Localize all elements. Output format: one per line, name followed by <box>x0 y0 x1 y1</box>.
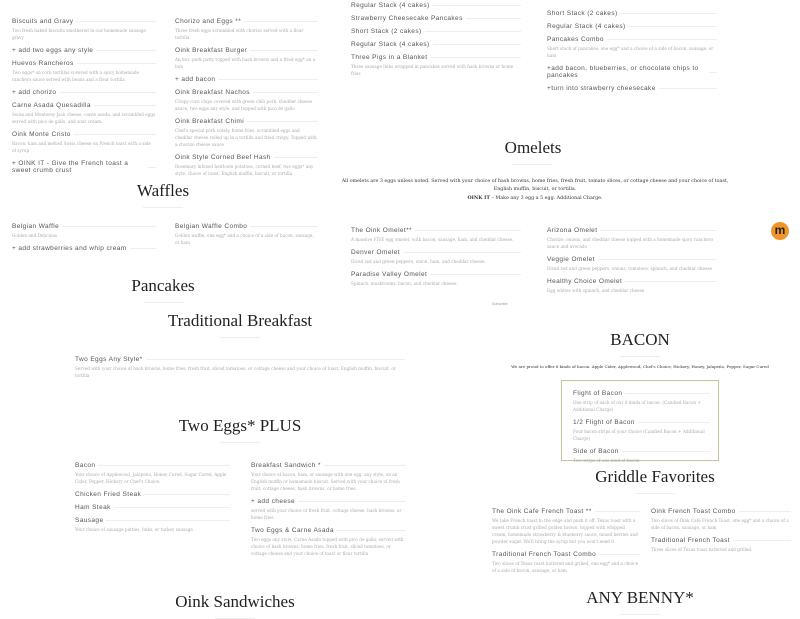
menu-item-header <box>547 65 717 79</box>
menu-item <box>75 504 230 511</box>
heading-waffles: Waffles <box>137 181 189 208</box>
menu-item-description: Two slices of Oink Cafe French Toast, one egg* and a choice of a side of bacon, sausage, or ham <box>651 518 789 530</box>
menu-item-name: Bacon <box>75 462 96 469</box>
menu-item-header <box>651 508 791 515</box>
divider <box>415 230 521 231</box>
menu-item-header <box>351 2 521 9</box>
divider <box>425 31 521 32</box>
oink-it-text: – Make any 3 egg a 5 egg. Additional Charge. <box>489 196 603 201</box>
menu-item-name: Regular Stack (4 cakes) <box>547 23 626 30</box>
menu-item-header <box>175 89 318 96</box>
menu-item-name: The Oink Omelet** <box>351 227 412 234</box>
menu-item <box>351 54 521 77</box>
menu-item-header <box>547 23 717 30</box>
menu-item-header <box>12 89 156 96</box>
menu-item <box>175 154 318 177</box>
divider <box>739 511 791 512</box>
menu-item <box>651 537 791 553</box>
divider <box>130 248 156 249</box>
menu-item <box>351 2 521 9</box>
menu-item-header <box>175 118 318 125</box>
menu-item-header <box>573 448 710 455</box>
menu-item-description: Your choice of Applewood, Jalapeno, Honey Cured, Sugar Cured, Apple Cider, Pepper, Hickory or Chef's Choice. <box>75 472 227 484</box>
menu-item-description: Spinach, mushrooms, bacon, and cheddar cheese. <box>351 281 458 286</box>
divider <box>62 226 156 227</box>
divider <box>274 157 318 158</box>
menu-item <box>12 131 156 154</box>
menu-item <box>75 491 230 498</box>
menu-item <box>573 419 710 442</box>
menu-section-traditional-left <box>12 18 156 180</box>
menu-item-name: Veggie Omelet <box>547 256 595 263</box>
menu-item-name: Strawberry Cheesecake Pancakes <box>351 15 463 22</box>
menu-item <box>351 28 521 35</box>
menu-item-description: Four bacon strips of your choice (Candied Bacon + Additional Charge) <box>573 429 705 441</box>
menu-item-header <box>547 227 717 234</box>
subscribe-link[interactable]: Subscribe <box>492 302 508 306</box>
menu-item-name: Short Stack (2 cakes) <box>351 28 422 35</box>
menu-item-header <box>12 60 156 67</box>
menu-item-header <box>175 47 318 54</box>
heading-two-eggs-plus: Two Eggs* PLUS <box>179 416 302 443</box>
menu-item-name: Belgian Waffle Combo <box>175 223 248 230</box>
menu-item <box>547 23 717 30</box>
menu-item-description: Rosemary infused heirloom potatoes, corned beef, two eggs* any style, choice of toast, English muffin, biscuit, or tortilla <box>175 164 314 176</box>
menu-item-header <box>573 419 710 426</box>
menu-item <box>651 508 791 531</box>
menu-item-header <box>351 41 521 48</box>
menu-item-header <box>75 504 230 511</box>
omelets-intro-text: All omelets are 3 eggs unless noted. Served with your choice of hash browns, home fries, fresh fruit, tomato slices, or cottage cheese and your choice of toast, English muffin, biscuit, or tortilla. <box>341 179 729 192</box>
menu-item-header <box>12 18 156 25</box>
menu-item-description: Chef's special pork cutely, home fries, scrambled eggs and cheddar cheese rolled up in a tortilla and fried crispy. Topped with a chorizo cheese sauce <box>175 128 317 147</box>
menu-item-name: + add chorizo <box>12 89 57 96</box>
menu-item-header <box>175 223 318 230</box>
menu-item <box>175 47 318 70</box>
menu-item-header <box>573 390 710 397</box>
menu-item-name: Oink Monte Cristo <box>12 131 71 138</box>
menu-item <box>175 223 318 246</box>
menu-item <box>351 41 521 48</box>
menu-item-name: + add cheese <box>251 498 296 505</box>
menu-item-header <box>175 76 318 83</box>
menu-item-name: Biscuits and Gravy <box>12 18 74 25</box>
menu-item <box>547 36 717 59</box>
menu-item-description: Two slices of Texas toast battered and grilled, one egg* and a choice of a side of bacon, sausage, or ham <box>492 561 639 573</box>
menu-item <box>351 271 521 287</box>
menu-item-header <box>12 245 156 252</box>
menu-section-waffles-right <box>175 223 318 252</box>
menu-item <box>573 448 710 464</box>
divider <box>430 57 521 58</box>
menu-item-header <box>12 223 156 230</box>
menu-item-description: One strip of each of our 8 kinds of bacon. (Candied Bacon + Additional Charge) <box>573 400 701 412</box>
divider <box>625 393 710 394</box>
divider <box>146 359 405 360</box>
menu-item <box>251 527 406 557</box>
divider <box>466 18 521 19</box>
menu-item-description: Crispy corn chips covered with green chili pork, chedder cheese sauce, two eggs any style, and topped with pico de gallo <box>175 99 313 111</box>
menu-section-plus-left <box>75 462 230 539</box>
menu-item <box>251 462 406 492</box>
menu-item-description: Swiss and Monterey Jack cheese, carne asada, and scrambled eggs served with pico de gallo, and sour cream. <box>12 112 156 124</box>
menu-section-traditional-breakfast <box>75 356 405 385</box>
menu-item-description: We take French toast to the edge and push it off. Texas toast with a sweet crumb crust grilled golden brown, topped with whipped cream, homemade strawberry & blueberry sauce, mixed berries and powder sugar. We'll bring the syrup but you won't need it <box>492 518 638 544</box>
menu-item-name: Pancakes Combo <box>547 36 604 43</box>
menu-item-header <box>492 508 640 515</box>
menu-item-header <box>12 102 156 109</box>
menu-item-name: Side of Bacon <box>573 448 619 455</box>
menu-item-name: Oink Breakfast Nachos <box>175 89 250 96</box>
divider <box>77 63 156 64</box>
menu-item-description: A massive FIVE egg omelet, with bacon, sausage, ham, and cheddar cheese. <box>351 237 514 242</box>
menu-section-omelets-right <box>547 227 717 300</box>
menu-item-header <box>251 498 406 505</box>
divider <box>733 540 791 541</box>
menu-item <box>12 47 156 54</box>
menu-item-name: Denver Omelet <box>351 249 400 256</box>
oink-it-label: OINK IT <box>467 195 490 201</box>
menu-item-description: Egg whites with spinach, and cheddar cheese <box>547 288 645 293</box>
menu-section-omelets-left <box>351 227 521 293</box>
menu-item-header <box>75 517 230 524</box>
divider <box>144 494 230 495</box>
divider <box>148 167 156 168</box>
menu-item-name: Regular Stack (4 cakes) <box>351 41 430 48</box>
divider <box>607 39 717 40</box>
divider <box>622 451 710 452</box>
menu-item-header <box>12 160 156 174</box>
menu-item-description: served with your choice of fresh fruit, cottage cheese, hash browns, or home fries <box>251 508 402 520</box>
menu-item-header <box>651 537 791 544</box>
menu-item-header <box>75 491 230 498</box>
heading-omelets: Omelets <box>505 138 562 165</box>
menu-item-name: Two Eggs & Carne Asada <box>251 527 334 534</box>
divider <box>337 530 406 531</box>
divider <box>621 13 717 14</box>
menu-item-header <box>547 36 717 43</box>
heading-oink-sandwiches: Oink Sandwiches <box>175 592 294 619</box>
menu-item-name: + OINK IT - Give the French toast a sweet crumb crust <box>12 160 129 174</box>
menu-section-pancakes-left <box>351 2 521 83</box>
divider <box>324 465 406 466</box>
menu-item-header <box>547 256 717 263</box>
bacon-intro: We are proud to offer 8 kinds of bacon. Apple Cider, Applewood, Chef's Choice, Hickory, Honey, Jalapeño, Pepper, Sugar Cured <box>511 364 769 369</box>
menu-item-header <box>12 131 156 138</box>
divider <box>709 72 717 73</box>
menu-item <box>351 227 521 243</box>
menu-item-name: +add bacon, blueberries, or chocolate chips to pancakes <box>547 65 699 79</box>
menu-item-name: Paradise Valley Omelet <box>351 271 428 278</box>
menu-item <box>12 60 156 83</box>
menu-section-waffles-left <box>12 223 156 258</box>
menu-item-name: The Oink Cafe French Toast ** <box>492 508 592 515</box>
menu-item-header <box>175 18 318 25</box>
divider <box>599 554 640 555</box>
menu-item-name: Flight of Bacon <box>573 390 623 397</box>
menu-item <box>547 65 717 79</box>
menu-item-name: Carne Asada Quesadilla <box>12 102 91 109</box>
menu-item <box>12 102 156 125</box>
divider <box>98 465 230 466</box>
menu-item <box>573 390 710 413</box>
divider <box>218 79 318 80</box>
menu-item-description: Golden waffle, one egg* and a choice of a side of bacon, sausage, or ham <box>175 233 314 245</box>
menu-item-description: Short stack of pancakes, one egg* and a choice of a side of bacon, sausage, or ham <box>547 46 714 58</box>
menu-item <box>12 245 156 252</box>
divider <box>403 252 521 253</box>
menu-item-description: An 8oz. pork patty topped with hash browns and a fried egg* on a bun <box>175 57 316 69</box>
menu-item <box>351 15 521 22</box>
divider <box>638 422 710 423</box>
menu-item-name: + add bacon <box>175 76 216 83</box>
divider <box>625 281 717 282</box>
menu-item-header <box>251 462 406 469</box>
menu-item <box>175 18 318 41</box>
menu-item-header <box>12 47 156 54</box>
menu-item-description: Two eggs any style, Carne Asada topped with pico de gallo, served with choice of hash browns, home fries, fresh fruit, sliced tomatoes, or cottage cheese and your choice of toast or flour tortilla <box>251 537 404 556</box>
heading-any-benny: ANY BENNY* <box>586 588 694 615</box>
menu-item-header <box>492 551 640 558</box>
heading-traditional-breakfast: Traditional Breakfast <box>168 311 312 338</box>
menu-item <box>547 256 717 272</box>
divider <box>433 44 521 45</box>
menu-item-name: Traditional French Toast Combo <box>492 551 597 558</box>
menu-item-header <box>351 28 521 35</box>
divider <box>253 92 318 93</box>
menu-section-pancakes-right <box>547 10 717 98</box>
divider <box>59 92 156 93</box>
divider <box>96 50 156 51</box>
heading-pancakes: Pancakes <box>131 276 194 303</box>
menu-item-description: Bacon, ham and melted Swiss cheese on French toast with a side of syrup <box>12 141 151 153</box>
menu-item-header <box>351 227 521 234</box>
menu-item <box>75 356 405 379</box>
menu-item-name: Traditional French Toast <box>651 537 730 544</box>
menu-item-description: Golden and Delicious <box>12 233 58 238</box>
menu-item <box>351 249 521 265</box>
menu-item-name: Healthy Choice Omelet <box>547 278 623 285</box>
menu-item-name: Regular Stack (4 cakes) <box>351 2 430 9</box>
divider <box>298 501 406 502</box>
menu-item-name: Huevos Rancheros <box>12 60 74 67</box>
menu-item-name: Belgian Waffle <box>12 223 60 230</box>
menu-item-name: Two Eggs Any Style* <box>75 356 143 363</box>
menu-item-name: Oink Breakfast Burger <box>175 47 248 54</box>
divider <box>244 21 318 22</box>
menu-item <box>251 498 406 521</box>
divider <box>74 134 156 135</box>
divider <box>598 259 717 260</box>
menu-item-header <box>75 356 405 363</box>
chat-widget-button[interactable]: m <box>771 222 789 240</box>
menu-item-name: +turn into strawberry cheesecake <box>547 85 656 92</box>
menu-item-name: Three Pigs in a Blanket <box>351 54 428 61</box>
divider <box>114 507 230 508</box>
menu-item-description: Your choice of bacon, ham, or sausage with one egg, any style, on an English muffin or homemade biscuit. Served with your choice of fresh fruit, cottage cheese, hash browns, or home fries. <box>251 472 400 491</box>
menu-item-header <box>351 249 521 256</box>
menu-item-name: Arizona Omelet <box>547 227 598 234</box>
divider <box>600 230 717 231</box>
divider <box>433 5 521 6</box>
divider <box>629 26 717 27</box>
menu-item <box>547 85 717 92</box>
menu-item <box>175 118 318 148</box>
menu-item-name: + add strawberries and whip cream <box>12 245 127 252</box>
menu-item-name: Oink Breakfast Chimi <box>175 118 245 125</box>
menu-item <box>175 89 318 112</box>
menu-item-description: Three fresh eggs scrambled with chorizo served with a flour tortilla <box>175 28 304 40</box>
divider <box>106 520 230 521</box>
divider <box>595 511 640 512</box>
menu-item <box>492 508 640 545</box>
menu-item-header <box>75 462 230 469</box>
menu-item <box>75 517 230 533</box>
menu-item-description: Three sausage links wrapped in pancakes served with hash browns or home fries <box>351 64 514 76</box>
menu-item-header <box>351 271 521 278</box>
menu-item-name: Breakfast Sandwich * <box>251 462 321 469</box>
menu-item <box>75 462 230 485</box>
menu-item-header <box>547 10 717 17</box>
menu-item-description: Served with your choice of hash browns, home fries, fresh fruit, sliced tomatoes, or cottage cheese and your choice of toast, English muffin, biscuit, or tortilla <box>75 366 396 378</box>
menu-item <box>175 76 318 83</box>
menu-item-name: Sausage <box>75 517 104 524</box>
menu-item-header <box>175 154 318 161</box>
divider <box>250 226 318 227</box>
menu-item-description: Your choice of sausage patties, links, or turkey sausage <box>75 527 193 532</box>
menu-item-description: Three slices of Texas toast battered and grilled. <box>651 547 753 552</box>
menu-item-name: Oink Style Corned Beef Hash <box>175 154 271 161</box>
menu-item <box>492 551 640 574</box>
divider <box>659 88 717 89</box>
divider <box>430 274 521 275</box>
menu-item <box>12 89 156 96</box>
menu-item-description: Chorizo, onions, and cheddar cheese topped with a homemade spicy ranchero sauce and avocado <box>547 237 714 249</box>
menu-item-name: + add two eggs any style <box>12 47 94 54</box>
menu-item-header <box>251 527 406 534</box>
menu-item-name: 1/2 Flight of Bacon <box>573 419 635 426</box>
heading-griddle-favorites: Griddle Favorites <box>595 467 714 494</box>
heading-bacon: BACON <box>610 330 670 357</box>
menu-item-description: Two eggs* on corn tortillas covered with a spicy homemade ranchero sauce served with beans and a flour tortilla <box>12 70 139 82</box>
divider <box>250 50 318 51</box>
divider <box>76 21 156 22</box>
menu-item-description: Diced red and green peppers, onion, ham, and cheddar cheese. <box>351 259 486 264</box>
menu-item <box>12 18 156 41</box>
menu-item-name: Chorizo and Eggs ** <box>175 18 242 25</box>
menu-item-description: Two fresh baked biscuits smothered in our homemade sausage gravy <box>12 28 146 40</box>
menu-section-griddle-right <box>651 508 791 559</box>
menu-item <box>547 278 717 294</box>
menu-item-name: Chicken Fried Steak <box>75 491 142 498</box>
menu-item <box>12 223 156 239</box>
menu-item-header <box>547 278 717 285</box>
menu-item <box>547 227 717 250</box>
menu-item-description: Diced red and green peppers, onions, tomatoes, spinach, and cheddar cheese <box>547 266 713 271</box>
menu-item <box>547 10 717 17</box>
menu-item-description: Two strips of one kind of bacon <box>573 458 640 463</box>
menu-section-traditional-right <box>175 18 318 183</box>
menu-item <box>12 160 156 174</box>
divider <box>94 105 156 106</box>
menu-section-griddle-left <box>492 508 640 580</box>
menu-item-name: Oink French Toast Combo <box>651 508 736 515</box>
menu-item-header <box>351 54 521 61</box>
menu-item-name: Short Stack (2 cakes) <box>547 10 618 17</box>
menu-section-plus-right <box>251 462 406 563</box>
menu-item-header <box>351 15 521 22</box>
bacon-box <box>561 380 719 461</box>
menu-item-name: Ham Steak <box>75 504 111 511</box>
menu-item-header <box>547 85 717 92</box>
divider <box>247 121 318 122</box>
omelets-intro <box>340 178 730 203</box>
